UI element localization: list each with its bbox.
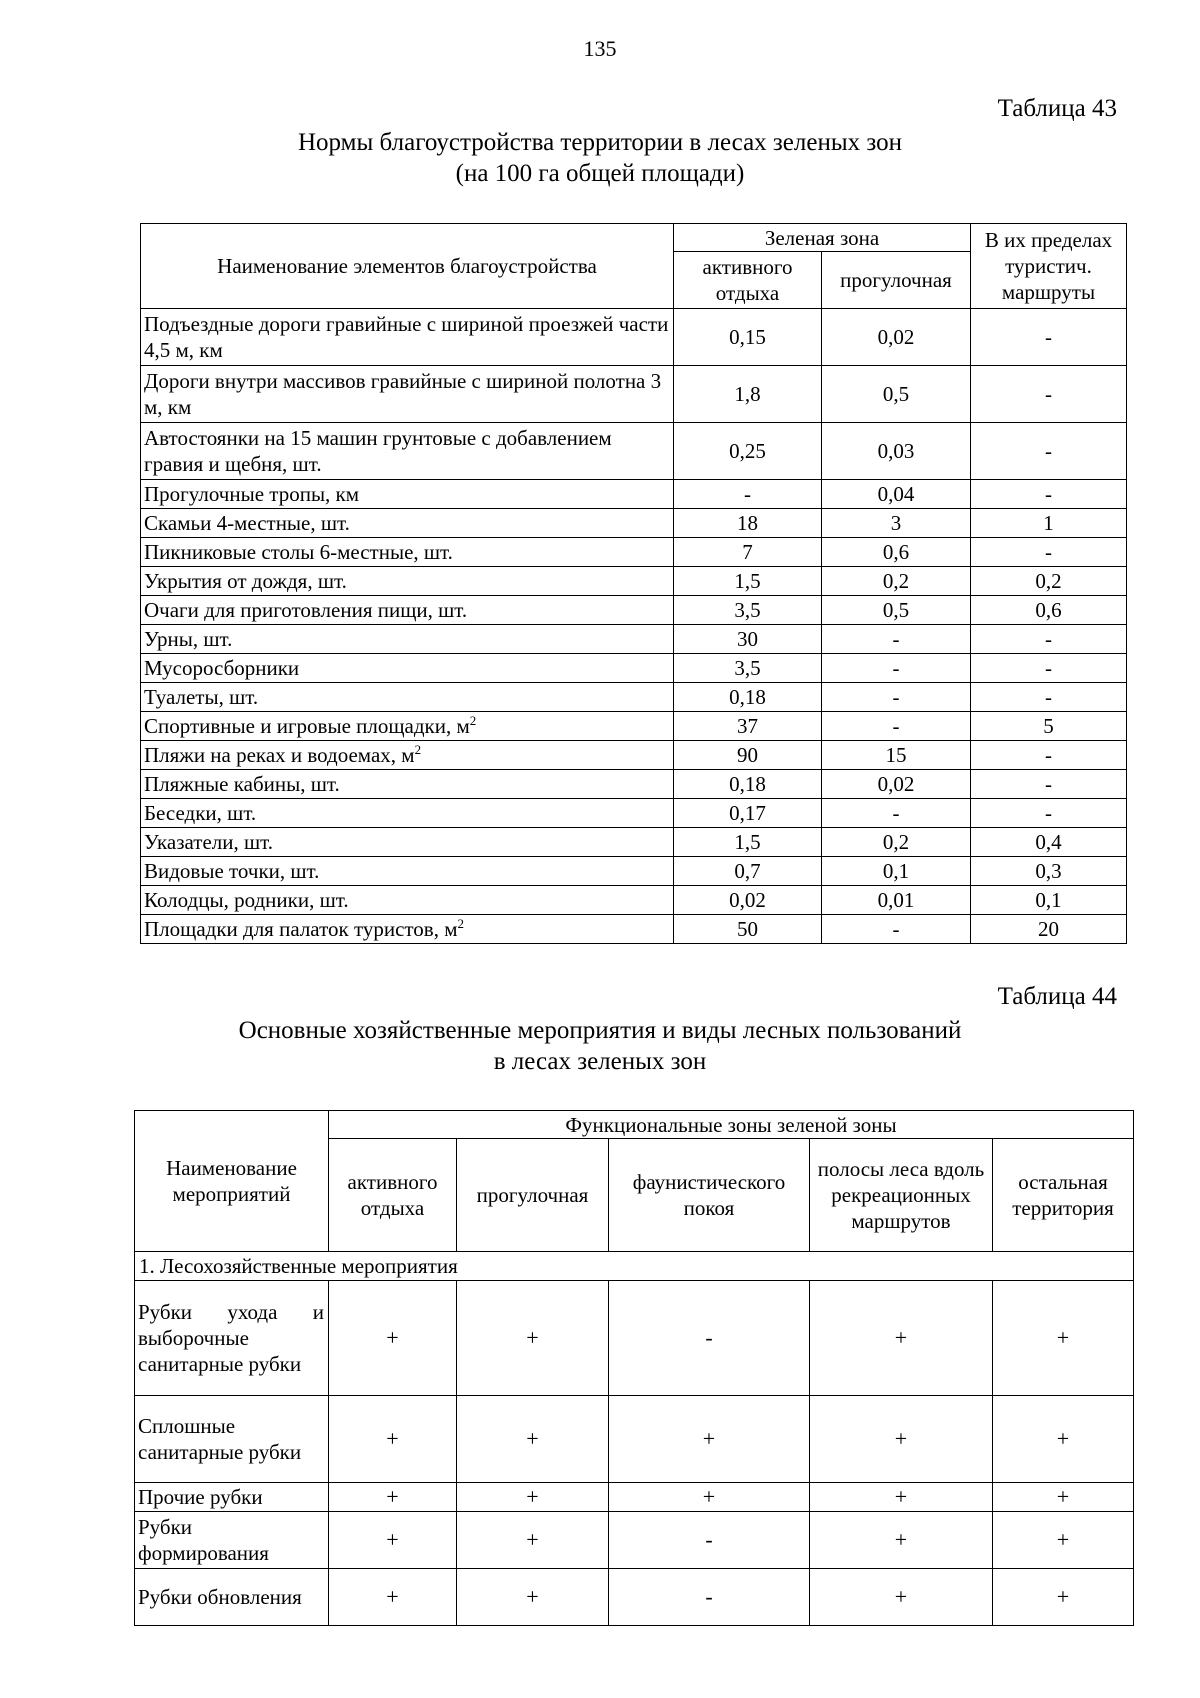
value-active: - — [674, 480, 822, 509]
mark-fauna: + — [609, 1483, 810, 1512]
row-name: Урны, шт. — [141, 625, 674, 654]
table-43-caption: Таблица 43 — [997, 95, 1117, 122]
header-green-zone: Зеленая зона — [674, 224, 971, 252]
value-active: 3,5 — [674, 596, 822, 625]
value-routes: 5 — [971, 712, 1127, 741]
mark-walking: + — [457, 1281, 609, 1396]
value-active: 50 — [674, 915, 822, 944]
table-row — [135, 1396, 1134, 1483]
row-name — [141, 741, 674, 770]
value-walking: - — [822, 683, 971, 712]
table-43-title-line-2: (на 100 га общей площади) — [455, 160, 745, 187]
mark-active: + — [329, 1483, 457, 1512]
table-row — [141, 683, 1127, 712]
value-routes: - — [971, 625, 1127, 654]
row-name: Указатели, шт. — [141, 828, 674, 857]
table-44-title-line-1: Основные хозяйственные мероприятия и виды лесных пользований — [238, 1017, 962, 1044]
header-walking: прогулочная — [457, 1139, 609, 1252]
table-43-body — [141, 309, 1127, 944]
mark-active: + — [329, 1396, 457, 1483]
table-row — [141, 799, 1127, 828]
mark-strips: + — [810, 1281, 993, 1396]
header-other-territory: остальная территория — [993, 1139, 1134, 1252]
mark-other: + — [993, 1396, 1134, 1483]
value-active: 0,7 — [674, 857, 822, 886]
mark-fauna: - — [609, 1569, 810, 1626]
row-name-text: Спортивные и игровые площадки, м — [144, 714, 470, 738]
value-walking: 0,5 — [822, 596, 971, 625]
row-name: Прочие рубки — [135, 1483, 329, 1512]
table-44-body — [135, 1252, 1134, 1626]
mark-other: + — [993, 1569, 1134, 1626]
table-row — [141, 625, 1127, 654]
table-44-title-line-2: в лесах зеленых зон — [493, 1048, 707, 1075]
row-name: Очаги для приготовления пищи, шт. — [141, 596, 674, 625]
value-walking: - — [822, 915, 971, 944]
value-routes: 0,6 — [971, 596, 1127, 625]
value-active: 30 — [674, 625, 822, 654]
value-walking: 0,2 — [822, 828, 971, 857]
value-routes: - — [971, 480, 1127, 509]
value-walking: 3 — [822, 509, 971, 538]
value-walking: 0,03 — [822, 423, 971, 480]
value-active: 1,8 — [674, 366, 822, 423]
mark-active: + — [329, 1512, 457, 1569]
value-active: 1,5 — [674, 828, 822, 857]
value-active: 1,5 — [674, 567, 822, 596]
value-active: 37 — [674, 712, 822, 741]
table-row — [141, 567, 1127, 596]
value-active: 0,25 — [674, 423, 822, 480]
table-row — [141, 915, 1127, 944]
unit-exponent: 2 — [469, 713, 477, 728]
mark-walking: + — [457, 1396, 609, 1483]
mark-walking: + — [457, 1569, 609, 1626]
row-name: Скамьи 4-местные, шт. — [141, 509, 674, 538]
row-name: Подъездные дороги гравийные с шириной проезжей части 4,5 м, км — [141, 309, 674, 366]
table-row — [141, 741, 1127, 770]
value-walking: 0,02 — [822, 770, 971, 799]
table-row — [141, 770, 1127, 799]
mark-strips: + — [810, 1569, 993, 1626]
table-row — [141, 423, 1127, 480]
table-row — [141, 366, 1127, 423]
table-44-title — [0, 1015, 1200, 1077]
header-element-name: Наименование элементов благоустройства — [141, 224, 674, 309]
mark-other: + — [993, 1512, 1134, 1569]
row-name: Рубки формирования — [135, 1512, 329, 1569]
row-name: Видовые точки, шт. — [141, 857, 674, 886]
value-walking: 0,6 — [822, 538, 971, 567]
table-row — [135, 1512, 1134, 1569]
table-row — [141, 886, 1127, 915]
mark-strips: + — [810, 1512, 993, 1569]
header-measure-name: Наименование мероприятий — [135, 1111, 329, 1252]
value-active: 0,02 — [674, 886, 822, 915]
value-routes: - — [971, 799, 1127, 828]
table-row — [141, 654, 1127, 683]
table-row — [141, 309, 1127, 366]
value-walking: - — [822, 799, 971, 828]
value-active: 0,15 — [674, 309, 822, 366]
value-routes: - — [971, 654, 1127, 683]
value-active: 0,18 — [674, 683, 822, 712]
row-name: Колодцы, родники, шт. — [141, 886, 674, 915]
mark-other: + — [993, 1281, 1134, 1396]
row-name — [141, 915, 674, 944]
header-tourist-routes: В их пределах туристич. маршруты — [971, 224, 1127, 309]
table-row — [141, 509, 1127, 538]
mark-fauna: - — [609, 1281, 810, 1396]
mark-fauna: + — [609, 1396, 810, 1483]
table-43-title-line-1: Нормы благоустройства территории в лесах зеленых зон — [297, 129, 903, 156]
mark-strips: + — [810, 1483, 993, 1512]
value-walking: 0,1 — [822, 857, 971, 886]
value-walking: 15 — [822, 741, 971, 770]
row-name: Укрытия от дождя, шт. — [141, 567, 674, 596]
table-row — [141, 828, 1127, 857]
value-active: 7 — [674, 538, 822, 567]
row-name: Пикниковые столы 6-местные, шт. — [141, 538, 674, 567]
mark-walking: + — [457, 1512, 609, 1569]
table-row — [135, 1483, 1134, 1512]
value-routes: 0,4 — [971, 828, 1127, 857]
mark-other: + — [993, 1483, 1134, 1512]
row-name: Пляжные кабины, шт. — [141, 770, 674, 799]
value-active: 3,5 — [674, 654, 822, 683]
row-name: Мусоросборники — [141, 654, 674, 683]
unit-exponent: 2 — [457, 916, 465, 931]
value-routes: - — [971, 538, 1127, 567]
mark-active: + — [329, 1569, 457, 1626]
header-walking: прогулочная — [822, 252, 971, 309]
mark-walking: + — [457, 1483, 609, 1512]
value-walking: 0,01 — [822, 886, 971, 915]
row-name: Беседки, шт. — [141, 799, 674, 828]
value-routes: - — [971, 683, 1127, 712]
value-routes: 20 — [971, 915, 1127, 944]
value-routes: 0,2 — [971, 567, 1127, 596]
value-active: 0,17 — [674, 799, 822, 828]
mark-fauna: - — [609, 1512, 810, 1569]
table-row — [141, 480, 1127, 509]
page-number: 135 — [583, 36, 617, 61]
row-name: Автостоянки на 15 машин грунтовые с добавлением гравия и щебня, шт. — [141, 423, 674, 480]
value-walking: - — [822, 654, 971, 683]
table-44 — [134, 1110, 1134, 1626]
table-row — [141, 857, 1127, 886]
section-row — [135, 1252, 1134, 1281]
value-active: 18 — [674, 509, 822, 538]
mark-strips: + — [810, 1396, 993, 1483]
value-routes: 0,1 — [971, 886, 1127, 915]
section-title: 1. Лесохозяйственные мероприятия — [135, 1252, 1134, 1281]
table-row — [135, 1281, 1134, 1396]
table-row — [135, 1569, 1134, 1626]
value-walking: 0,02 — [822, 309, 971, 366]
row-name — [141, 712, 674, 741]
row-name: Сплошные санитарные рубки — [135, 1396, 329, 1483]
table-row — [141, 538, 1127, 567]
value-walking: 0,2 — [822, 567, 971, 596]
unit-exponent: 2 — [414, 742, 422, 757]
row-name: Рубки обновления — [135, 1569, 329, 1626]
table-43-title — [0, 127, 1200, 189]
row-name: Дороги внутри массивов гравийные с шириной полотна 3 м, км — [141, 366, 674, 423]
row-name: Рубки ухода и выборочные санитарные рубки — [135, 1281, 329, 1396]
table-43 — [140, 223, 1127, 944]
table-44-caption: Таблица 44 — [997, 983, 1117, 1010]
row-name-text: Площадки для палаток туристов, м — [144, 917, 458, 941]
value-routes: - — [971, 770, 1127, 799]
row-name: Прогулочные тропы, км — [141, 480, 674, 509]
value-walking: 0,5 — [822, 366, 971, 423]
value-routes: 1 — [971, 509, 1127, 538]
header-forest-strips: полосы леса вдоль рекреационных маршрутов — [810, 1139, 993, 1252]
value-routes: - — [971, 423, 1127, 480]
value-walking: 0,04 — [822, 480, 971, 509]
table-row — [141, 596, 1127, 625]
value-walking: - — [822, 712, 971, 741]
header-fauna-rest: фаунистического покоя — [609, 1139, 810, 1252]
value-active: 0,18 — [674, 770, 822, 799]
value-routes: - — [971, 309, 1127, 366]
header-active-recreation: активного отдыха — [674, 252, 822, 309]
row-name: Туалеты, шт. — [141, 683, 674, 712]
value-routes: 0,3 — [971, 857, 1127, 886]
value-walking: - — [822, 625, 971, 654]
table-row — [141, 712, 1127, 741]
row-name-text: Пляжи на реках и водоемах, м — [144, 743, 415, 767]
header-active-recreation: активного отдыха — [329, 1139, 457, 1252]
mark-active: + — [329, 1281, 457, 1396]
value-routes: - — [971, 366, 1127, 423]
header-functional-zones: Функциональные зоны зеленой зоны — [329, 1111, 1134, 1139]
value-active: 90 — [674, 741, 822, 770]
value-routes: - — [971, 741, 1127, 770]
